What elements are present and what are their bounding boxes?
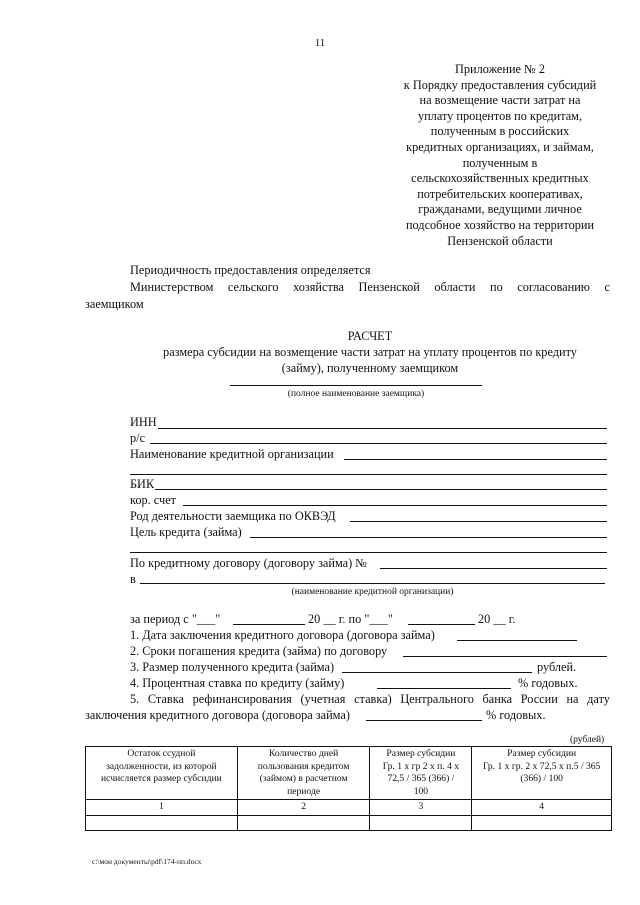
header-cell: [472, 747, 612, 800]
file-path-footer: c:\мои документы\pdf\174-пп.docx: [92, 857, 202, 866]
okved-field[interactable]: [350, 521, 607, 522]
okved-label: Род деятельности заемщика по ОКВЭД: [130, 509, 336, 523]
item5-field[interactable]: [366, 720, 482, 721]
table-cell[interactable]: [237, 815, 370, 830]
table-cell[interactable]: [370, 815, 472, 830]
item4-unit: % годовых.: [518, 676, 578, 690]
borrower-caption: (полное наименование заемщика): [287, 389, 425, 399]
bank-name-field[interactable]: [344, 459, 607, 460]
appendix-line: сельскохозяйственных кредитных: [411, 171, 589, 186]
bank-name-label: Наименование кредитной организации: [130, 447, 334, 461]
appendix-line: Приложение № 2: [454, 62, 546, 76]
column-number: 2: [237, 800, 370, 816]
contract-number-field[interactable]: [380, 568, 607, 569]
item4-field[interactable]: [377, 688, 511, 689]
table-header-row: [86, 747, 612, 800]
header-line: Размер субсидии: [386, 748, 456, 759]
header-line: Количество дней: [268, 748, 339, 759]
word: дату: [587, 692, 610, 706]
periodicity-line2: [130, 280, 610, 295]
header-line: пользования кредитом: [257, 760, 350, 772]
bik-field[interactable]: [155, 489, 607, 490]
item3-field[interactable]: [342, 672, 532, 673]
bank-name-field-line2[interactable]: [130, 474, 607, 475]
word: по: [490, 280, 503, 294]
bank-field[interactable]: [140, 583, 605, 584]
purpose-label: Цель кредита (займа): [130, 525, 242, 539]
word: ставка): [354, 692, 392, 706]
item4-label: 4. Процентная ставка по кредиту (займу): [130, 676, 345, 690]
item5-line1: [130, 692, 610, 707]
header-line: Размер субсидии: [507, 748, 577, 759]
column-number: 3: [370, 800, 472, 816]
appendix-line: гражданами, ведущими личное: [418, 202, 582, 217]
inn-label: ИНН: [130, 415, 157, 429]
header-line: (366) / 100: [520, 773, 563, 784]
header-line: Гр. 1 x гр. 2 x 72,5 x п.5 / 365: [482, 760, 601, 772]
appendix-line: на возмещение части затрат на: [419, 93, 581, 108]
table-cell[interactable]: [86, 815, 238, 830]
item3-unit: рублей.: [537, 660, 577, 674]
column-number: 1: [86, 800, 238, 816]
word: Ставка: [147, 692, 184, 706]
document-subtitle-line2: (займу), полученному заемщиком: [281, 361, 459, 375]
appendix-line: подсобное хозяйство на территории: [405, 217, 595, 232]
header-line: 72,5 / 365 (366) /: [387, 773, 455, 784]
word: Центрального: [400, 692, 474, 706]
table-number-row: [86, 800, 612, 816]
word: (учетная: [300, 692, 346, 706]
item5-line2-label: заключения кредитного договора (договора займа): [85, 708, 350, 722]
period-year2-label: 20 __ г.: [478, 612, 516, 626]
table-unit: (рублей): [570, 735, 605, 745]
appendix-line: к Порядку предоставления субсидий: [403, 77, 597, 92]
purpose-field[interactable]: [250, 537, 607, 538]
word: банка: [482, 692, 513, 706]
inn-field[interactable]: [158, 428, 607, 429]
word: сельского: [227, 280, 279, 294]
header-line: задолженности, из которой: [106, 760, 217, 772]
word: хозяйства: [293, 280, 344, 294]
header-cell: [86, 747, 238, 800]
header-line: (займом) в расчетном: [259, 773, 348, 784]
header-cell: [370, 747, 472, 800]
appendix-line: полученным в: [462, 155, 538, 170]
periodicity-line1: Периодичность предоставления определяется: [130, 263, 371, 277]
word: 5.: [130, 692, 140, 706]
header-cell: [237, 747, 370, 800]
appendix-line: потребительских кооперативах,: [417, 186, 583, 201]
item2-label: 2. Сроки погашения кредита (займа) по договору: [130, 644, 388, 658]
appendix-line: Пензенской области: [447, 233, 553, 248]
period-year1-label: 20 __ г. по "___": [308, 612, 393, 626]
word: рефинансирования: [192, 692, 292, 706]
header-line: исчисляется размер субсидии: [101, 773, 222, 784]
word: согласованию: [517, 280, 590, 294]
word: области: [434, 280, 476, 294]
corr-account-label: кор. счет: [130, 493, 177, 507]
period-from-month-field[interactable]: [233, 624, 305, 625]
appendix-line: уплату процентов по кредитам,: [417, 108, 583, 123]
word: Министерством: [130, 280, 214, 294]
period-from-label: за период с "___": [130, 612, 221, 626]
document-subtitle-line1: размера субсидии на возмещение части затрат на уплату процентов по кредиту: [163, 345, 577, 359]
header-line: периоде: [287, 785, 321, 797]
in-label: в: [130, 572, 136, 586]
calculation-table: [85, 746, 612, 831]
appendix-line: полученным в российских: [430, 124, 570, 139]
bik-label: БИК: [130, 477, 155, 491]
word: России: [520, 692, 558, 706]
page-number: 11: [314, 37, 326, 49]
column-number: 4: [472, 800, 612, 816]
header-line: 100: [413, 785, 429, 797]
word: Пензенской: [358, 280, 420, 294]
appendix-block: [385, 62, 615, 249]
header-line: Остаток ссудной: [127, 748, 196, 759]
period-to-month-field[interactable]: [408, 624, 475, 625]
periodicity-line3: заемщиком: [85, 297, 144, 311]
contract-label: По кредитному договору (договору займа) №: [130, 556, 368, 570]
bank-caption: (наименование кредитной организации): [291, 587, 454, 597]
document-title: РАСЧЕТ: [347, 329, 393, 343]
word: на: [566, 692, 579, 706]
appendix-line: кредитных организациях, и займам,: [406, 139, 594, 154]
table-row: [86, 815, 612, 830]
item1-label: 1. Дата заключения кредитного договора (договора займа): [130, 628, 435, 642]
account-field[interactable]: [150, 443, 607, 444]
item1-field[interactable]: [457, 640, 577, 641]
header-line: Гр. 1 x гр 2 x п. 4 x: [382, 760, 460, 772]
word: с: [604, 280, 610, 294]
table-cell[interactable]: [472, 815, 612, 830]
account-label: р/с: [130, 431, 146, 445]
item5-unit: % годовых.: [486, 708, 546, 722]
item3-label: 3. Размер полученного кредита (займа): [130, 660, 335, 674]
corr-account-field[interactable]: [183, 505, 607, 506]
borrower-name-line[interactable]: [230, 385, 482, 386]
purpose-field-line2[interactable]: [130, 552, 607, 553]
item2-field[interactable]: [403, 656, 607, 657]
